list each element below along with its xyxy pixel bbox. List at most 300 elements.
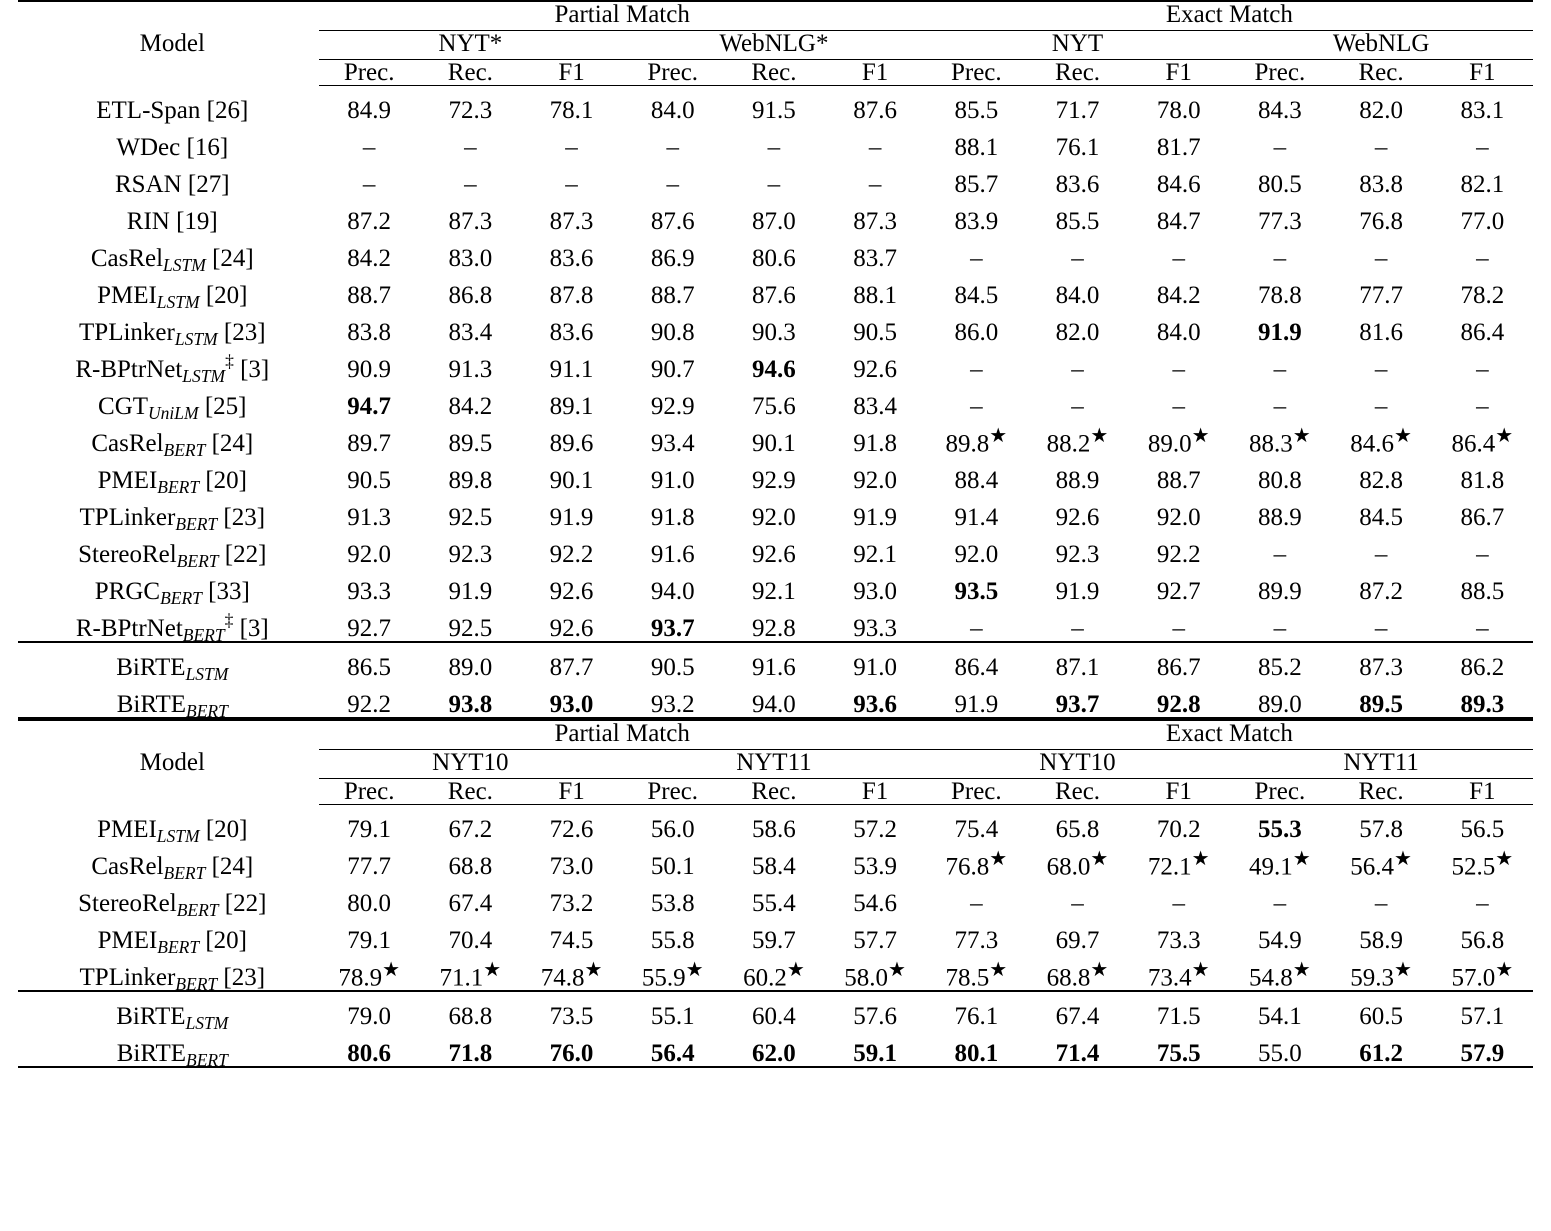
table1-cell: – [970,615,983,642]
table2-metric-header: Prec. [622,779,723,805]
table2-cell: 72.1★ [1147,847,1210,880]
table1-cell: 89.3 [1432,680,1533,718]
table1-cell: 91.3 [347,504,392,531]
table1-cell: 93.8 [420,680,521,718]
table2-cell: 55.1 [622,991,723,1029]
table1-cell: 91.0 [825,642,926,680]
table2-cell: 57.2 [853,816,897,843]
table1-cell: 89.0★ [1147,424,1210,457]
table1-cell: 88.1 [853,282,897,309]
table1-cell: – [1172,393,1185,420]
table2-dataset-nyt11-exact: NYT11 [1229,750,1533,779]
table1-cell: 87.3 [1330,642,1431,680]
table1-body [18,86,1533,722]
table1-cell: 77.3 [1258,208,1302,235]
table2-cell: 56.5 [1460,816,1505,843]
table2-cell: 59.1 [825,1029,926,1067]
table1-cell: – [464,171,477,198]
table1-metric-header: F1 [1128,60,1229,86]
table1-cell: 84.7 [1156,208,1201,235]
table2-cell: 79.1 [347,927,392,954]
table1-cell: 90.9 [347,356,392,383]
table1-cell: 92.6 [549,615,594,642]
table1-model-name: RSAN [27] [114,171,230,198]
table2-cell: – [1172,890,1185,917]
table2-match-group-row [18,720,1533,750]
table2-metric-header: Prec. [1229,779,1330,805]
table1-cell: 87.0 [752,208,796,235]
table1-cell: 84.2 [347,245,392,272]
table1-metric-header: F1 [1432,60,1533,86]
table2-metric-header: F1 [825,779,926,805]
table2-body [18,805,1533,1071]
table1-cell: 89.6 [549,430,594,457]
table2-cell: 68.8★ [1046,958,1109,991]
table1-cell: 89.9 [1258,578,1302,605]
table1-model-name: CasRel$_{BERT}$ [24] [91,430,254,461]
table2-cell: 54.1 [1229,991,1330,1029]
table1-cell: 92.1 [853,541,897,568]
table1-cell: 93.5 [954,578,999,605]
table1-cell: 91.5 [752,97,796,124]
table1-cell: 83.9 [954,208,999,235]
table2-model-name: StereoRel$_{BERT}$ [22] [78,890,267,921]
table2-cell: 55.4 [752,890,796,917]
table2-metric-header: Rec. [1330,779,1431,805]
table2-row [18,805,1533,843]
table1-cell: 92.2 [319,680,420,718]
table2-cell: 56.0 [650,816,695,843]
table1-cell: 91.9 [1258,319,1302,346]
table1-model-name: ETL-Span [26] [96,97,249,124]
table1-cell: – [970,356,983,383]
table2-cell: – [1374,890,1388,917]
table2-cell: 62.0 [723,1029,824,1067]
table1-cell: 93.4 [650,430,695,457]
table1-cell: 86.4★ [1451,424,1514,457]
table1-cell: 87.3 [853,208,897,235]
table2-cell: 80.6 [319,1029,420,1067]
table1-row [18,160,1533,197]
table2-cell: 57.0★ [1451,958,1514,991]
table1-model-name: TPLinker$_{BERT}$ [23] [79,504,266,535]
table1-cell: – [868,134,882,161]
table1-cell: 88.2★ [1046,424,1109,457]
table1-cell: 89.0 [1229,680,1330,718]
table1-cell: 91.6 [723,642,824,680]
table1-model-header: Model [18,1,319,86]
table1-cell: 92.6 [752,541,796,568]
table2-cell: 50.1 [650,853,695,880]
table2-cell: 68.8 [420,991,521,1029]
table1-cell: 91.6 [650,541,695,568]
table1-cell: – [1374,615,1388,642]
table2-metric-header: F1 [521,779,622,805]
table1-cell: 92.9 [650,393,695,420]
table1-cell: 80.6 [752,245,796,272]
table2-cell: 75.4 [954,816,999,843]
table1-row [18,567,1533,604]
table1-cell: 88.5 [1460,578,1505,605]
table1-metric-header: Rec. [1027,60,1128,86]
table1-cell: 94.0 [650,578,695,605]
table2-cell: 71.5 [1128,991,1229,1029]
table1-cell: 91.9 [549,504,594,531]
table2-dataset-nyt11-partial: NYT11 [622,750,926,779]
table1-row [18,456,1533,493]
table1-cell: 87.6 [853,97,897,124]
table1-row [18,271,1533,308]
table2-cell: 76.1 [926,991,1027,1029]
table1-cell: – [1273,245,1287,272]
table1-cell: 90.8 [650,319,695,346]
table1-metric-header: Rec. [723,60,824,86]
table1-cell: 89.7 [347,430,392,457]
table2-model-name: BiRTE$_{LSTM}$ [18,991,319,1029]
table2-metric-header: F1 [1128,779,1229,805]
table1-cell: 87.2 [347,208,392,235]
table1-cell: 76.1 [1055,134,1100,161]
table2-cell: – [1476,890,1489,917]
table2-model-name: $PMEI_{BERT}$ [20] [97,927,248,958]
table2-row [18,953,1533,991]
table1-partial-match-header: Partial Match [319,1,926,31]
table2-cell: 79.1 [347,816,392,843]
table2-row [18,842,1533,879]
table1-cell: 82.1 [1460,171,1505,198]
table2-metric-header: Rec. [420,779,521,805]
table2-cell: 76.8★ [945,847,1008,880]
table1-cell: 90.5 [347,467,392,494]
table2-cell: 55.0 [1229,1029,1330,1067]
table1-cell: 92.2 [1156,541,1201,568]
table1-cell: 89.5 [448,430,493,457]
table1-cell: – [1273,356,1287,383]
table1-cell: 83.8 [1359,171,1403,198]
table2-cell: 77.7 [347,853,392,880]
table1-cell: 91.8 [853,430,897,457]
table2-cell: 77.3 [954,927,999,954]
table1-cell: 81.6 [1359,319,1403,346]
table1-metric-header: Prec. [1229,60,1330,86]
table1-metric-header: Rec. [420,60,521,86]
table1-cell: 87.2 [1359,578,1403,605]
table2-cell: 52.5★ [1451,847,1514,880]
table2-cell: 58.6 [752,816,796,843]
table2-metric-header: Rec. [723,779,824,805]
table1-cell: – [1476,393,1489,420]
table1-cell: 93.3 [853,615,897,642]
table1-cell: 91.3 [448,356,493,383]
table2-cell: 55.9★ [641,958,704,991]
table1-cell: 87.6 [752,282,796,309]
table1-cell: 80.8 [1258,467,1302,494]
table1-cell: 93.7 [1027,680,1128,718]
table2-cell: 53.9 [853,853,897,880]
table1-metric-header: F1 [521,60,622,86]
table2-cell: 71.4 [1027,1029,1128,1067]
table1-cell: – [767,134,781,161]
table1-row [18,345,1533,382]
table1-metric-header: Rec. [1330,60,1431,86]
table2-cell: 67.4 [448,890,493,917]
table2-cell: 49.1★ [1249,847,1311,880]
table1-cell: 85.5 [1055,208,1100,235]
table1-row [18,123,1533,160]
table1-dataset-webnlg: WebNLG [1229,31,1533,60]
table1-cell: 93.7 [650,615,695,642]
table2-cell: 60.2★ [743,958,805,991]
results-table-2 [18,719,1533,1071]
table2-metric-header: Rec. [1027,779,1128,805]
table1-cell: 92.3 [1055,541,1100,568]
table1-match-group-row [18,1,1533,31]
table1-cell: 78.8 [1258,282,1302,309]
table2-cell: 73.0 [549,853,594,880]
table1-cell: 90.5 [622,642,723,680]
table1-cell: 77.7 [1359,282,1403,309]
table2-model-name: BiRTE$_{BERT}$ [18,1029,319,1067]
table1-cell: 92.2 [549,541,594,568]
table1-cell: 92.0 [954,541,999,568]
table1-cell: – [970,245,983,272]
table1-cell: 83.4 [448,319,493,346]
table1-cell: 75.6 [752,393,796,420]
table1-cell: 87.1 [1027,642,1128,680]
table1-cell: 92.6 [549,578,594,605]
table2-cell: 56.4 [622,1029,723,1067]
table1-cell: 92.0 [1156,504,1201,531]
table1-cell: 88.3★ [1249,424,1311,457]
table1-cell: – [1476,615,1489,642]
table1-exact-match-header: Exact Match [926,1,1533,31]
table2-cell: 71.1★ [439,958,502,991]
table1-model-name: WDec [16] [116,134,229,161]
table1-model-name: BiRTE$_{BERT}$ [18,680,319,718]
table1-cell: 71.7 [1055,97,1100,124]
table2-exact-match-header: Exact Match [926,720,1533,750]
table2-cell: 59.7 [752,927,796,954]
table1-cell: 89.1 [549,393,594,420]
table1-cell: – [970,393,983,420]
table1-cell: 92.3 [448,541,493,568]
table1-cell: 92.6 [853,356,897,383]
table1-cell: – [1374,541,1388,568]
table1-cell: 84.5 [1359,504,1403,531]
table1-cell: 92.0 [853,467,897,494]
table1-cell: 92.0 [752,504,796,531]
table2-dataset-nyt10-exact: NYT10 [926,750,1230,779]
table2-cell: 73.3 [1156,927,1201,954]
table1-cell: 86.7 [1128,642,1229,680]
table1-cell: 92.5 [448,615,493,642]
table1-cell: 84.9 [347,97,392,124]
table1-cell: 86.8 [448,282,493,309]
table2-cell: 58.4 [752,853,796,880]
table1-cell: 80.5 [1258,171,1302,198]
table1-row [18,382,1533,419]
table1-cell: 90.7 [650,356,695,383]
table1-cell: 91.9 [853,504,897,531]
table2-metric-header: Prec. [926,779,1027,805]
table1-cell: – [1476,356,1489,383]
table2-cell: 80.0 [347,890,392,917]
table2-cell: 53.8 [650,890,695,917]
table2-cell: 73.2 [549,890,594,917]
table1-cell: 88.9 [1258,504,1302,531]
table2-cell: 80.1 [926,1029,1027,1067]
table1-cell: 89.8 [448,467,493,494]
table1-cell: 84.6★ [1350,424,1412,457]
table1-cell: – [1374,393,1388,420]
table1-cell: 91.1 [549,356,594,383]
table2-cell: 61.2 [1330,1029,1431,1067]
table1-cell: 81.8 [1460,467,1505,494]
table2-cell: 54.8★ [1249,958,1311,991]
table2-cell: – [970,890,983,917]
table2-row [18,991,1533,1029]
table1-cell: 88.1 [954,134,999,161]
table1-cell: – [1071,393,1084,420]
results-table-1 [18,0,1533,722]
table2-cell: 54.6 [853,890,897,917]
table1-cell: – [1374,245,1388,272]
table1-cell: 90.1 [752,430,796,457]
table1-cell: 85.7 [954,171,999,198]
table2-cell: 74.8★ [540,958,603,991]
table2-cell: 68.8 [448,853,493,880]
table1-cell: 87.3 [549,208,594,235]
table2-cell: 55.8 [650,927,695,954]
table1-cell: 86.5 [319,642,420,680]
table2-metric-header: F1 [1432,779,1533,805]
table1-cell: 77.0 [1460,208,1505,235]
table1-cell: 84.6 [1156,171,1201,198]
table1-cell: 87.6 [650,208,695,235]
table1-cell: 92.8 [752,615,796,642]
table1-row [18,234,1533,271]
table1-cell: 83.6 [1055,171,1100,198]
table1-cell: 85.2 [1229,642,1330,680]
table1-model-name: RIN [19] [126,208,218,235]
table1-cell: – [1273,615,1287,642]
table1-row [18,86,1533,124]
table1-cell: 92.1 [752,578,796,605]
table2-cell: 57.1 [1432,991,1533,1029]
table2-cell: 76.0 [521,1029,622,1067]
table1-cell: 92.7 [1156,578,1201,605]
table2-cell: 58.9 [1359,927,1403,954]
table1-cell: – [1172,245,1185,272]
table1-metric-header: Prec. [622,60,723,86]
table1-cell: 86.0 [954,319,999,346]
table1-row [18,530,1533,567]
table1-cell: – [1476,541,1489,568]
table2-cell: 60.5 [1330,991,1431,1029]
table1-cell: 84.0 [650,97,695,124]
table2-cell: – [1071,890,1084,917]
table1-cell: – [1273,541,1287,568]
table1-cell: 78.2 [1460,282,1505,309]
table2-cell: 70.2 [1156,816,1201,843]
table1-cell: – [1071,615,1084,642]
table1-cell: 83.7 [853,245,897,272]
table1-model-name: StereoRel$_{BERT}$ [22] [78,541,267,572]
table1-cell: 93.0 [853,578,897,605]
table2-cell: 68.0★ [1046,847,1109,880]
table1-model-name: R-BPtrNet$_{LSTM}$‡ [3] [75,351,270,387]
table2-cell: – [1273,890,1287,917]
table1-row [18,308,1533,345]
table1-cell: 92.6 [1055,504,1100,531]
table1-cell: 92.7 [347,615,392,642]
table1-cell: 81.7 [1156,134,1201,161]
table1-cell: 92.0 [347,541,392,568]
table2-cell: 57.7 [853,927,897,954]
table2-row [18,879,1533,916]
table1-cell: – [362,171,376,198]
table2-model-header: Model [18,720,319,805]
table1-model-name: $PMEI_{BERT}$ [20] [97,467,248,498]
table1-cell: 78.1 [549,97,594,124]
table1-row [18,604,1533,642]
table2-cell: 74.5 [549,927,594,954]
table1-cell: 89.8★ [945,424,1008,457]
table2-cell: 65.8 [1055,816,1100,843]
table1-cell: – [1172,356,1185,383]
table1-cell: 82.8 [1359,467,1403,494]
table1-row [18,419,1533,456]
table1-model-name: BiRTE$_{LSTM}$ [18,642,319,680]
table1-model-name: $PRGC_{BERT}$ [33] [94,578,250,609]
table1-cell: 93.2 [622,680,723,718]
table1-row [18,680,1533,718]
table1-cell: 87.8 [549,282,594,309]
table1-cell: 92.8 [1128,680,1229,718]
table2-partial-match-header: Partial Match [319,720,926,750]
table2-dataset-nyt10-partial: NYT10 [319,750,623,779]
table1-cell: 94.7 [347,393,392,420]
table1-cell: – [1476,245,1489,272]
table1-cell: – [666,171,679,198]
table1-cell: 82.0 [1055,319,1100,346]
table1-cell: 91.0 [650,467,695,494]
table1-metric-header: F1 [825,60,926,86]
table2-row [18,916,1533,953]
table2-cell: 57.8 [1359,816,1403,843]
table1-cell: 86.4 [1460,319,1505,346]
table1-metric-header: Prec. [926,60,1027,86]
table1-cell: – [1374,134,1388,161]
table1-cell: 94.6 [752,356,796,383]
table1-cell: 83.4 [853,393,897,420]
table1-cell: – [464,134,477,161]
table2-cell: 58.0★ [844,958,906,991]
table2-cell: 71.8 [420,1029,521,1067]
table1-cell: – [1071,245,1084,272]
table1-model-name: $PMEI_{LSTM}$ [20] [97,282,248,313]
table1-cell: – [1273,134,1287,161]
table2-cell: 78.5★ [945,958,1008,991]
table1-cell: 83.1 [1460,97,1505,124]
table1-cell: 91.4 [954,504,999,531]
table1-cell: 91.9 [448,578,493,605]
table1-cell: – [565,134,578,161]
table2-cell: 56.8 [1460,927,1505,954]
table1-cell: 83.6 [549,319,594,346]
table2-cell: 72.6 [549,816,594,843]
table1-cell: 89.5 [1330,680,1431,718]
